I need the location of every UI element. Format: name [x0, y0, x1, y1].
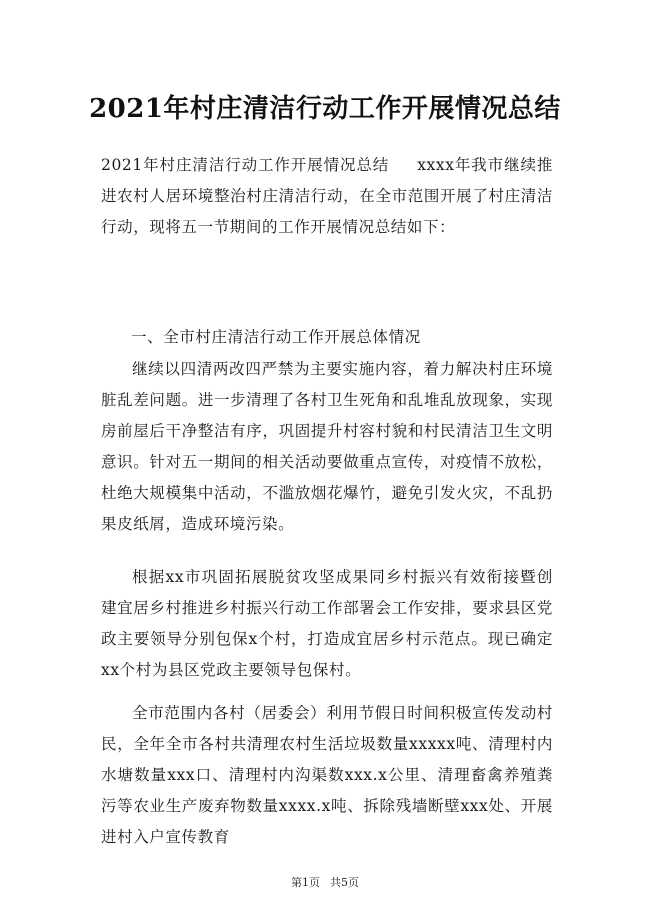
- intro-rest: xxxx年我市继续推进农村人居环境整治村庄清洁行动，在全市范围开展了村庄清洁行动，现将五一节期间的工作开展情况总结如下：: [101, 156, 553, 236]
- intro-lead: 2021年村庄清洁行动工作开展情况总结: [101, 156, 390, 174]
- page-footer: [0, 876, 650, 890]
- page-number-current: 第1页: [291, 876, 320, 889]
- page-number-total: 共5页: [330, 876, 359, 889]
- paragraph-1: 继续以四清两改四严禁为主要实施内容，着力解决村庄环境脏乱差问题。进一步清理了各村卫生死角和乱堆乱放现象，实现房前屋后干净整洁有序，巩固提升村容村貌和村民清洁卫生文明意识。针对五一期间的相关活动要做重点宣传，对疫情不放松，杜绝大规模集中活动，不滥放烟花爆竹，避免引发火灾，不乱扔果皮纸屑，造成环境污染。: [101, 360, 553, 533]
- paragraph-2: 根据xx市巩固拓展脱贫攻坚成果同乡村振兴有效衔接暨创建宜居乡村推进乡村振兴行动工作部署会工作安排，要求县区党政主要领导分别包保x个村，打造成宜居乡村示范点。现已确定xx个村为县区党政主要领导包保村。: [101, 568, 553, 679]
- paragraph-3: 全市范围内各村（居委会）利用节假日时间积极宣传发动村民，全年全市各村共清理农村生活垃圾数量xxxxx吨、清理村内水塘数量xxx口、清理村内沟渠数xxx.x公里、清理畜禽养殖粪污等农业生产废弃物数量xxxx.x吨、拆除残墙断壁xxx处、开展进村入户宣传教育: [101, 704, 553, 846]
- intro-paragraph: [101, 150, 553, 243]
- document-title: 2021年村庄清洁行动工作开展情况总结: [89, 94, 561, 124]
- section-heading-1: 一、全市村庄清洁行动工作开展总体情况: [131, 328, 421, 346]
